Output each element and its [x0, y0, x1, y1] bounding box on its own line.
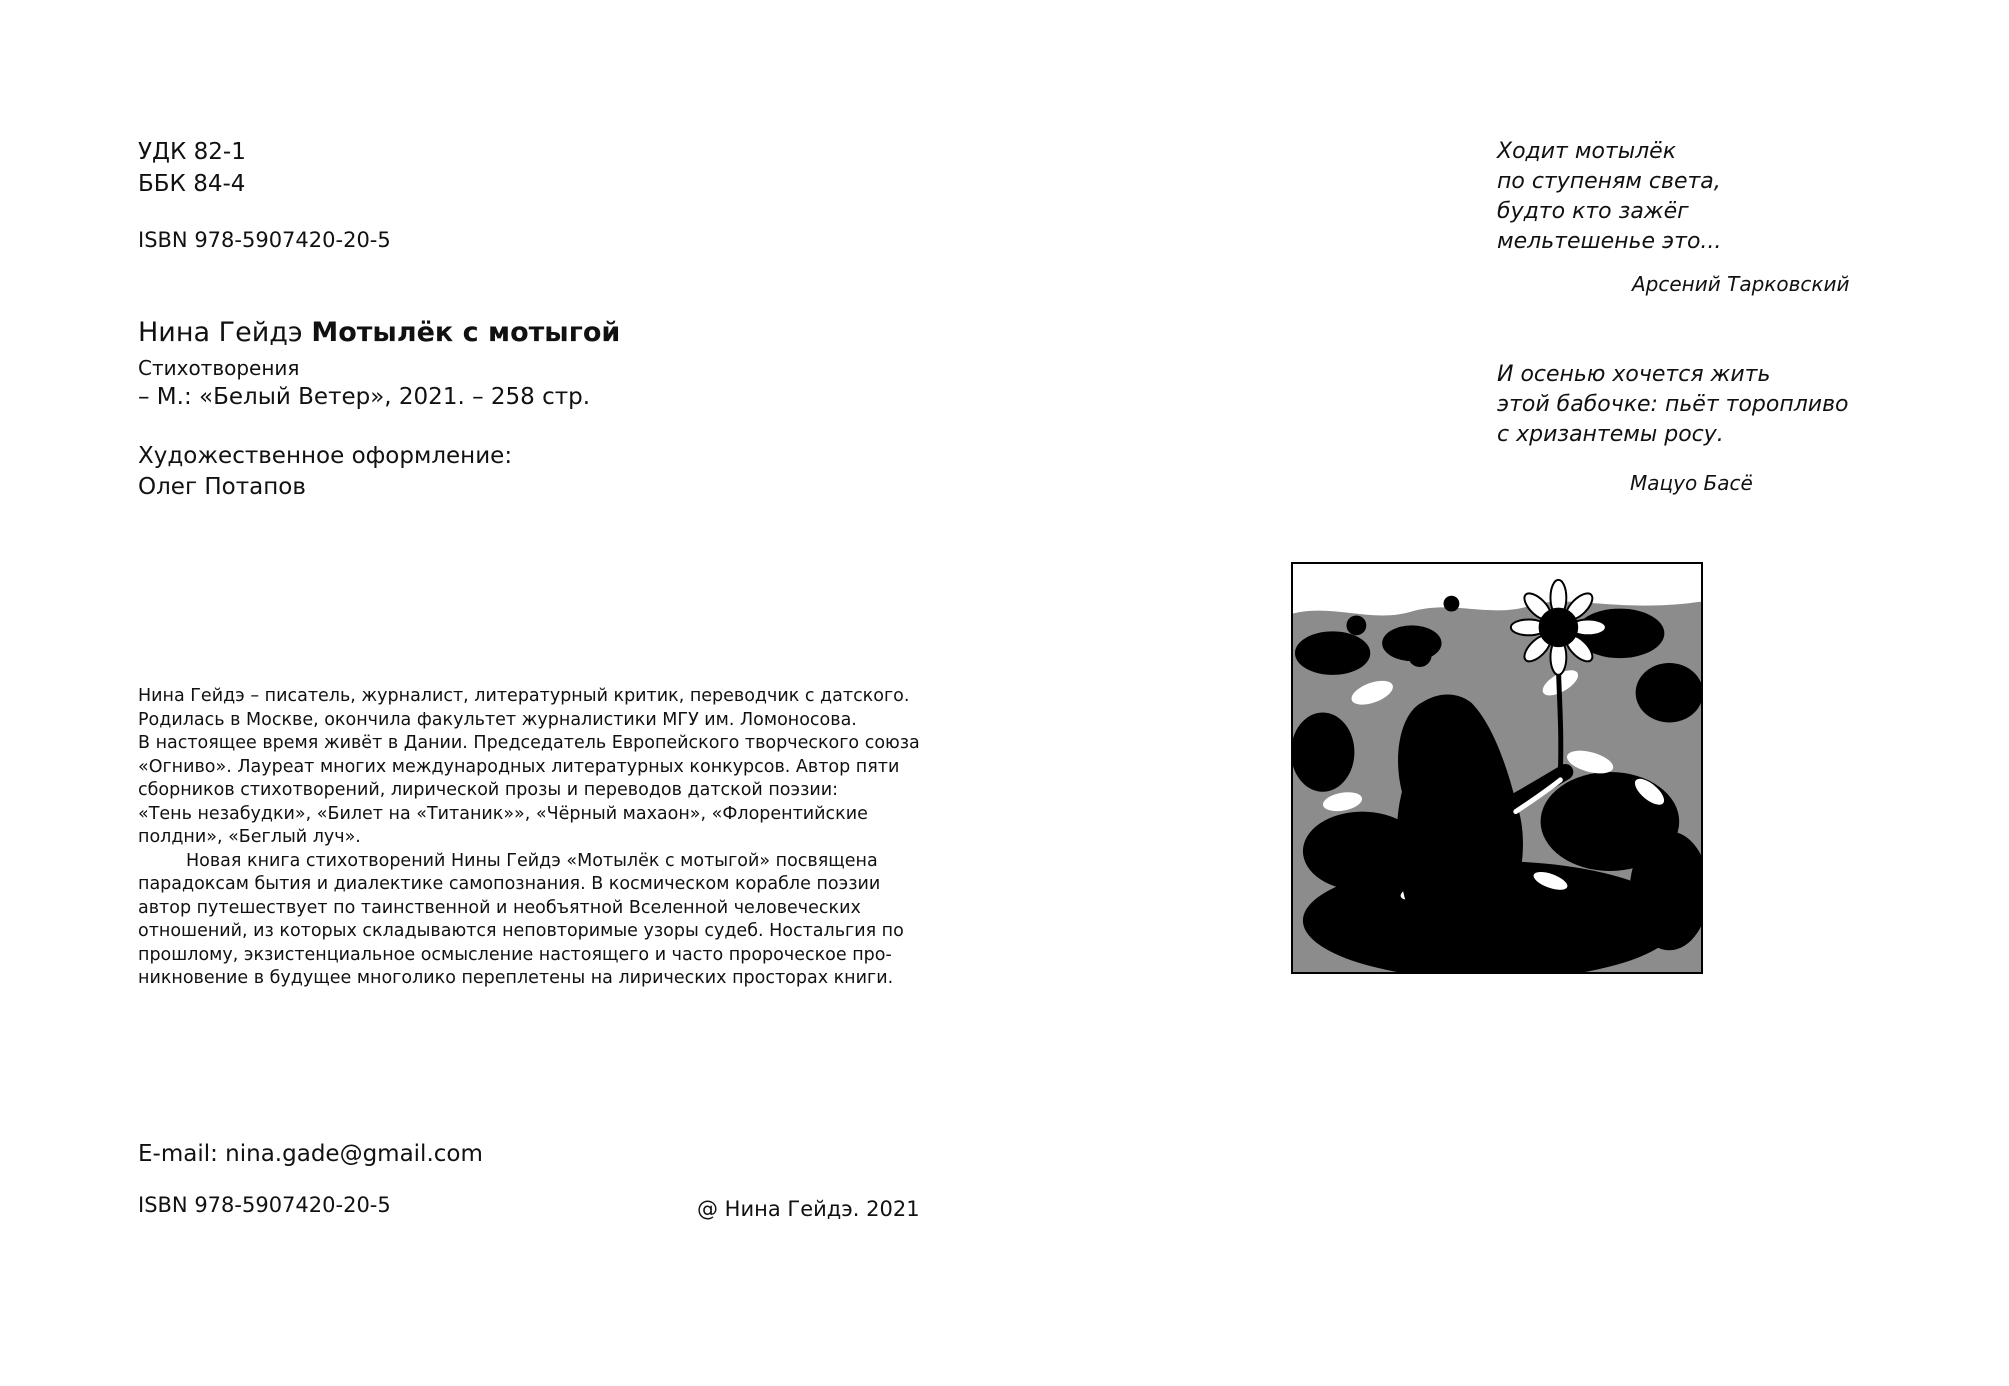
designer-name: Олег Потапов [138, 474, 306, 500]
epigraph-line: по ступеням света, [1497, 169, 1721, 194]
epigraph-author: Арсений Тарковский [1632, 272, 1850, 296]
epigraph-author: Мацуо Басё [1630, 471, 1753, 495]
annotation-line: полдни», «Беглый луч». [138, 827, 361, 847]
classification-codes [138, 136, 246, 200]
epigraph-tarkovsky [1497, 137, 1721, 257]
annotation-line: «Огниво». Лауреат многих международных литературных конкурсов. Автор пяти [138, 756, 900, 777]
annotation-line: Нина Гейдэ – писатель, журналист, литературный критик, переводчик с датского. [138, 686, 910, 706]
title-line [138, 317, 620, 348]
bbk-code: ББК 84-4 [138, 171, 246, 197]
epigraph-line: будто кто зажёг [1497, 199, 1689, 224]
annotation-line: сборников стихотворений, лирической прозы и переводов датской поэзии: [138, 780, 839, 800]
design-label: Художественное оформление: [138, 443, 513, 469]
isbn-bottom: ISBN 978-5907420-20-5 [138, 1193, 391, 1217]
annotation-line: В настоящее время живёт в Дании. Председатель Европейского творческого союза [138, 733, 920, 753]
design-credit [138, 441, 512, 503]
publication-info: – М.: «Белый Ветер», 2021. – 258 стр. [138, 384, 591, 410]
copyright-notice: @ Нина Гейдэ. 2021 [697, 1197, 920, 1221]
epigraph-line: с хризантемы росу. [1497, 422, 1724, 447]
book-subtitle: Стихотворения [138, 356, 300, 380]
epigraph-line: Ходит мотылёк [1497, 139, 1676, 164]
bibliographic-entry [138, 317, 620, 410]
author-name: Нина Гейдэ [138, 317, 303, 348]
annotation [138, 685, 918, 991]
book-title: Мотылёк с мотыгой [311, 317, 621, 348]
annotation-line: «Тень незабудки», «Билет на «Титаник»», «Чёрный махаон», «Флорентийские [138, 803, 868, 824]
annotation-line: никновение в будущее многолико переплетены на лирических просторах книги. [138, 968, 894, 988]
annotation-line: прошлому, экзистенциальное осмысление настоящего и часто пророческое про- [138, 944, 892, 965]
sunflower-photo-illustration [1293, 564, 1701, 972]
sunflower-field-photo [1291, 562, 1703, 974]
epigraph-basho [1497, 360, 1849, 450]
annotation-line: отношений, из которых складываются неповторимые узоры судеб. Ностальгия по [138, 921, 904, 941]
annotation-line: парадоксам бытия и диалектике самопознания. В космическом корабле поэзии [138, 874, 881, 894]
epigraph-line: И осенью хочется жить [1497, 362, 1771, 387]
epigraph-line: этой бабочке: пьёт торопливо [1497, 392, 1849, 417]
annotation-line: Новая книга стихотворений Нины Гейдэ «Мотылёк с мотыгой» посвящена [186, 850, 878, 871]
annotation-line: автор путешествует по таинственной и необъятной Вселенной человеческих [138, 897, 861, 918]
epigraph-line: мельтешенье это... [1497, 229, 1722, 254]
annotation-line: Родилась в Москве, окончила факультет журналистики МГУ им. Ломоносова. [138, 709, 857, 730]
email-contact: E-mail: nina.gade@gmail.com [138, 1141, 483, 1167]
isbn-top: ISBN 978-5907420-20-5 [138, 228, 391, 252]
udk-code: УДК 82-1 [138, 139, 246, 165]
